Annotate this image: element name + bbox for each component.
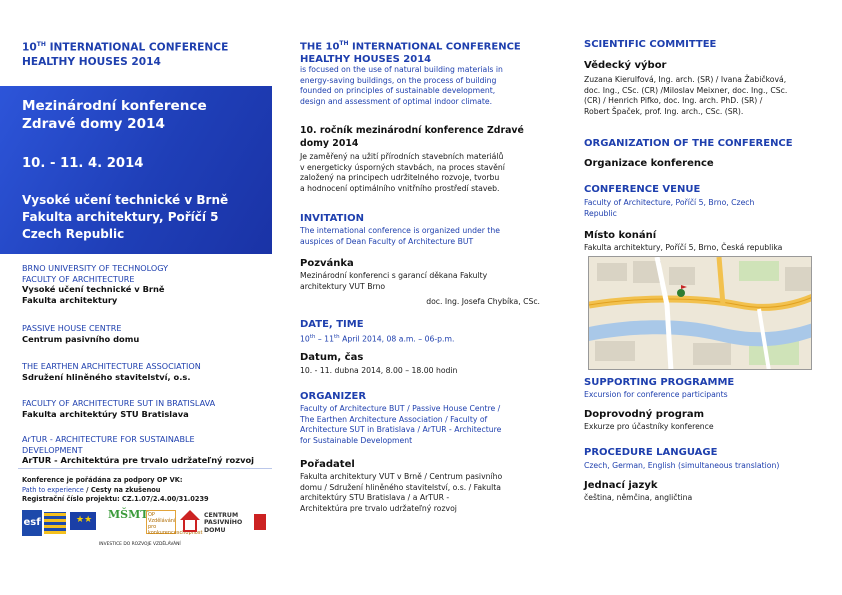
head-post: INTERNATIONAL CONFERENCE (348, 41, 521, 53)
invitation-line: The international conference is organized under the (300, 226, 500, 235)
date-heading: DATE, TIME (300, 319, 364, 330)
jednaci-jazyk-text: čeština, němčina, angličtina (584, 493, 693, 502)
procedure-language-heading: PROCEDURE LANGUAGE (584, 447, 718, 458)
org-body: Sdružení hliněného stavitelství, o.s. (22, 371, 191, 382)
datum-text: 10. - 11. dubna 2014, 8.00 – 18.00 hodin (300, 366, 458, 375)
scientific-committee-heading: SCIENTIFIC COMMITTEE (584, 39, 717, 50)
poradatel-line: Fakulta architektury VUT v Brně / Centrum pasivního (300, 472, 503, 481)
cpd-l2: PASIVNÍHO (204, 519, 243, 527)
committee-line: Robert Špaček, prof. Ing. arch., CSc. (SR). (584, 106, 744, 116)
op-path-cz: / Cesty na zkušenou (83, 485, 161, 494)
org-head: FACULTY OF ARCHITECTURE (22, 273, 135, 284)
title-line1: INTERNATIONAL CONFERENCE (45, 41, 229, 54)
op-line1: Konference je pořádána za podpory OP VK: (22, 476, 183, 484)
jednaci-jazyk-heading: Jednací jazyk (584, 480, 658, 491)
organizer-text (300, 404, 540, 446)
esf-logo: esf (22, 510, 42, 536)
org-head: DEVELOPMENT (22, 444, 83, 455)
sponsor-logos (22, 508, 267, 538)
title-panel (0, 86, 272, 254)
pozvanka-heading: Pozvánka (300, 258, 354, 269)
intro-line: design and assessment of optimal indoor climate. (300, 96, 493, 106)
op-vk-logo: OP Vzdělávání pro konkurenceschopnost (148, 512, 203, 536)
esf-flag-icon (44, 512, 66, 534)
map-graphic (589, 257, 812, 370)
org-body: Fakulta architektury (22, 295, 118, 305)
org-head: BRNO UNIVERSITY OF TECHNOLOGY (22, 263, 169, 273)
committee-members (584, 75, 816, 117)
org-body: Fakulta architektúry STU Bratislava (22, 408, 189, 419)
venue-heading: CONFERENCE VENUE (584, 184, 701, 195)
date-a: 10 (300, 334, 310, 344)
org-body: Vysoké učení technické v Brně (22, 284, 165, 294)
misto-konani-heading: Místo konání (584, 230, 657, 241)
head-sup: TH (339, 40, 349, 47)
supporting-programme-heading: SUPPORTING PROGRAMME (584, 377, 735, 388)
investment-caption: INVESTICE DO ROZVOJE VZDĚLÁVÁNÍ (99, 542, 181, 547)
org-body: Centrum pasivního domu (22, 333, 140, 344)
organizer-line: Architecture SUT in Bratislava / ArTUR - Architecture (300, 425, 502, 435)
eu-flag-icon: ★★ (70, 512, 96, 530)
cpd-l3: DOMU (204, 526, 226, 534)
committee-line: (CR) / Henrich Pifko, doc. Ing. arch. PhD. (SR) / (584, 96, 763, 106)
partner-logo (254, 514, 266, 530)
intro-line: energy-saving buildings, on the process of building (300, 75, 497, 85)
intro-en (300, 65, 540, 107)
organization-heading: ORGANIZATION OF THE CONFERENCE (584, 138, 793, 149)
invitation-text (300, 226, 540, 247)
conference-date: 10. - 11. 4. 2014 (22, 156, 144, 171)
divider (18, 468, 272, 469)
organizer-line: Faculty of Architecture BUT / Passive House Centre / (300, 404, 501, 413)
doprovodny-program-text: Exkurze pro účastníky konference (584, 422, 714, 431)
date-a-sup: th (309, 334, 316, 340)
conference-heading (300, 37, 540, 66)
conference-name-cz-line1: Mezinárodní konference (22, 98, 207, 114)
pozvanka-text (300, 271, 540, 292)
intro-line: is focused on the use of natural building materials in (300, 65, 503, 74)
date-text (300, 332, 540, 345)
poradatel-line: architektúry STU Bratislava / a ArTUR - (300, 493, 450, 503)
invitation-heading: INVITATION (300, 213, 364, 224)
committee-line: doc. Ing., CSc. (CR) /Miloslav Meixner, doc. Ing., CSc. (584, 85, 788, 95)
head-l2: HEALTHY HOUSES 2014 (300, 54, 432, 66)
venue-line: Republic (584, 208, 617, 218)
org-passive-house-centre (22, 323, 274, 345)
op-registration: Registrační číslo projektu: CZ.1.07/2.4.00/31.0239 (22, 495, 209, 503)
date-c: April 2014, 08 a.m. – 06-p.m. (339, 334, 455, 344)
venue-line1: Vysoké učení technické v Brně (22, 193, 229, 207)
committee-line: Zuzana Kierulfová, Ing. arch. (SR) / Ivana Žabičková, (584, 75, 787, 84)
vedecky-vybor-heading: Vědecký výbor (584, 60, 667, 71)
org-head: ArTUR - ARCHITECTURE FOR SUSTAINABLE (22, 434, 195, 444)
intro-cz-line: Je zaměřený na užití přírodních stavebních materiálů (300, 152, 504, 161)
house-icon (180, 510, 200, 520)
organizer-line: for Sustainable Development (300, 435, 413, 445)
op-vk-support (22, 476, 209, 505)
date-b: – 11 (315, 334, 334, 344)
doprovodny-program-heading: Doprovodný program (584, 409, 705, 420)
venue-line3: Czech Republic (22, 227, 125, 241)
poradatel-text (300, 472, 540, 514)
head-pre: THE 10 (300, 41, 340, 53)
cpd-l1: CENTRUM (204, 512, 239, 519)
pozvanka-line: architektury VUT Brno (300, 281, 386, 291)
house-icon-body (183, 520, 197, 532)
op-path-link: Path to experience (22, 485, 84, 494)
title-line2: HEALTHY HOUSES 2014 (22, 55, 161, 68)
title-sup: TH (36, 41, 46, 48)
poradatel-heading: Pořadatel (300, 459, 355, 470)
poradatel-line: domu / Sdružení hliněného stavitelství, o.s. / Fakulta (300, 482, 501, 492)
intro-cz (300, 152, 540, 194)
org-body: ArTUR - Architektúra pre trvalo udržateľný rozvoj (22, 455, 255, 465)
venue-text (584, 198, 816, 219)
cz-head-line: 10. ročník mezinárodní konference Zdravé (300, 125, 524, 136)
conference-name-cz-line2: Zdravé domy 2014 (22, 116, 165, 132)
venue-map[interactable] (588, 256, 812, 370)
org-earthen-architecture (22, 361, 274, 383)
org-brno-university (22, 263, 274, 306)
intro-line: founded on principles of sustainable development, (300, 86, 496, 96)
intro-cz-line: založený na principech udržitelného rozvoje, tvorbu (300, 173, 500, 183)
org-artur (22, 434, 274, 466)
intro-cz-line: v energeticky úsporných stavbách, na proces stavění (300, 162, 505, 172)
title-number: 10 (22, 41, 37, 54)
org-head: FACULTY OF ARCHITECTURE SUT IN BRATISLAVA (22, 398, 216, 408)
intro-cz-line: a hodnocení optimálního vnitřního prostředí staveb. (300, 183, 500, 193)
venue-line2: Fakulta architektury, Poříčí 5 (22, 210, 219, 224)
passive-house-centre-logo (180, 510, 250, 536)
intro-cz-heading (300, 124, 540, 150)
date-b-sup: th (333, 334, 340, 340)
org-sut-bratislava (22, 398, 274, 420)
pozvanka-line: Mezinárodní konferenci s garancí děkana Fakulty (300, 271, 488, 280)
conference-title-en (22, 38, 228, 69)
org-head: THE EARTHEN ARCHITECTURE ASSOCIATION (22, 361, 201, 371)
organizer-heading: ORGANIZER (300, 391, 367, 402)
procedure-language-text: Czech, German, English (simultaneous translation) (584, 461, 780, 470)
supporting-programme-text: Excursion for conference participants (584, 390, 728, 399)
cz-head-line: domy 2014 (300, 138, 359, 149)
venue-line: Faculty of Architecture, Poříčí 5, Brno, Czech (584, 198, 755, 207)
poradatel-line: Architektúra pre trvalo udržateľný rozvoj (300, 503, 457, 513)
org-head: PASSIVE HOUSE CENTRE (22, 323, 122, 333)
organizer-line: The Earthen Architecture Association / Faculty of (300, 414, 488, 424)
misto-konani-text: Fakulta architektury, Poříčí 5, Brno, Česká republika (584, 243, 783, 252)
dean-signature: doc. Ing. Josefa Chybíka, CSc. (426, 297, 540, 306)
msmt-logo: MŠMT (108, 508, 149, 521)
organizace-heading: Organizace konference (584, 158, 714, 169)
invitation-line: auspices of Dean Faculty of Architecture BUT (300, 236, 474, 246)
datum-heading: Datum, čas (300, 352, 364, 363)
